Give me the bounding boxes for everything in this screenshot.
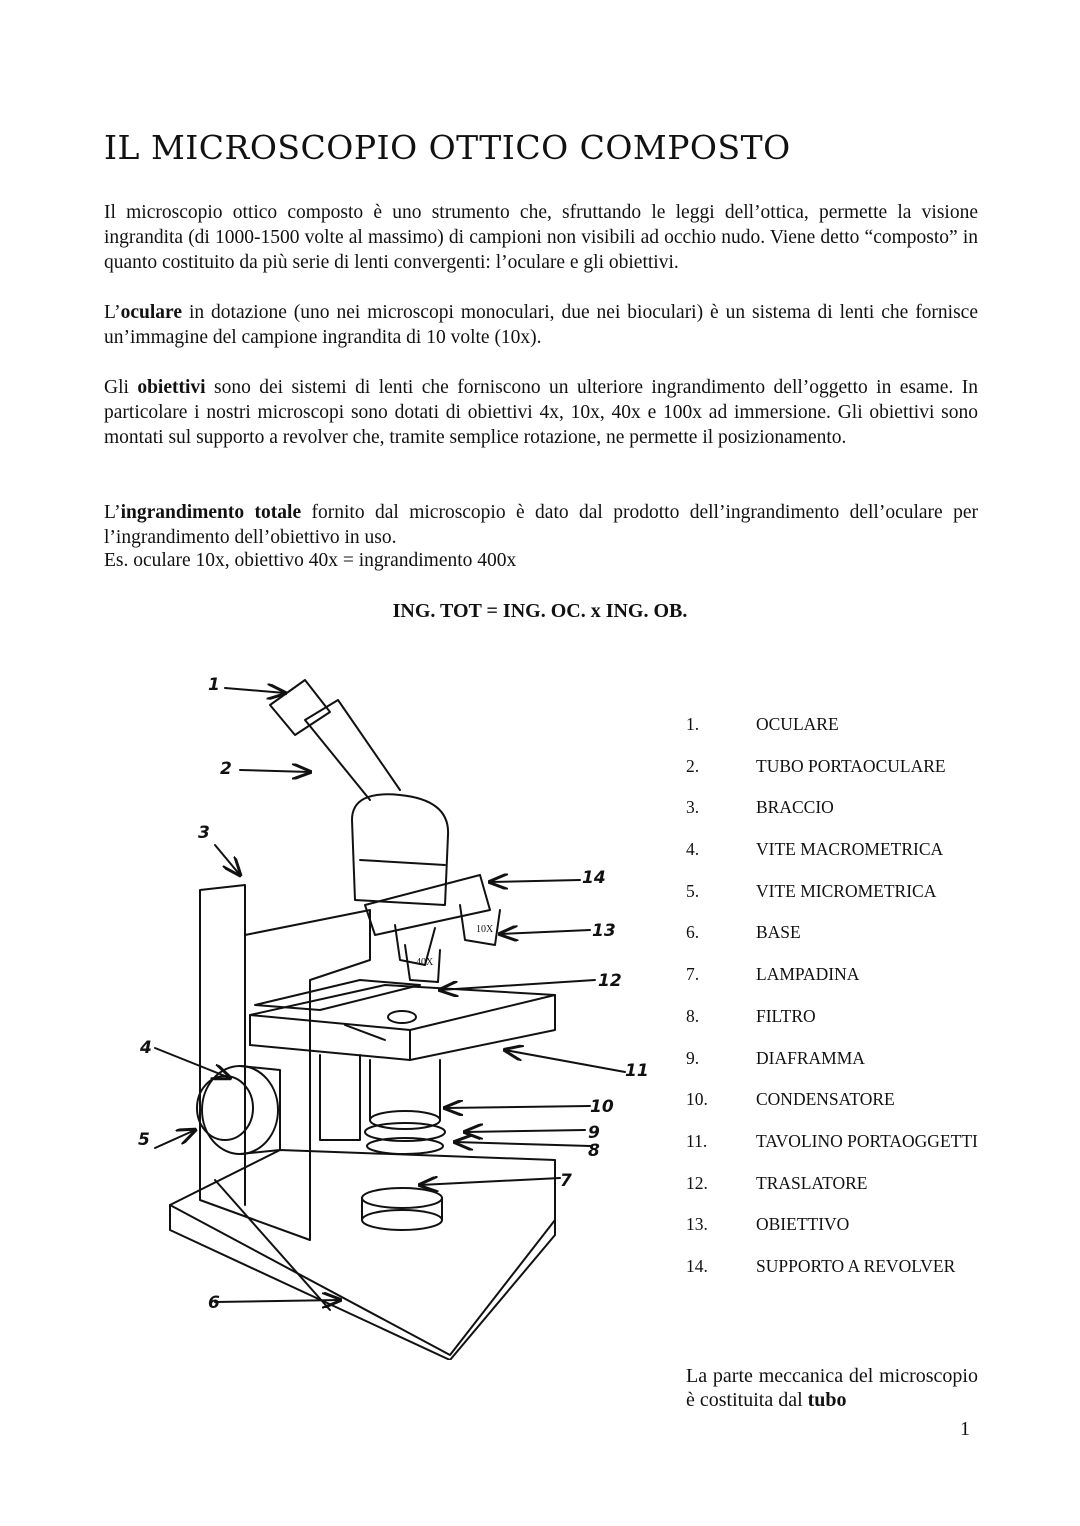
- parts-legend: [686, 714, 986, 1298]
- callout-4: 4: [140, 1038, 152, 1058]
- callout-7: 7: [560, 1171, 572, 1191]
- legend-label: TUBO PORTAOCULARE: [756, 755, 946, 776]
- callout-3: 3: [198, 823, 210, 843]
- legend-item: [686, 1089, 986, 1131]
- head-drawing: [352, 794, 500, 982]
- bold-term: ingrandimento totale: [120, 502, 302, 523]
- legend-item: [686, 1256, 986, 1298]
- legend-label: OCULARE: [756, 714, 839, 734]
- text: L’: [104, 502, 121, 523]
- ocular-paragraph: [104, 300, 978, 350]
- callout-9: 9: [588, 1123, 600, 1143]
- text: in dotazione (uno nei microscopi monoculari, due nei bioculari) è un sistema di lenti che fornisce un’immagine del campione ingrandita di 10 volte (10x).: [104, 302, 978, 348]
- legend-label: VITE MACROMETRICA: [756, 839, 944, 860]
- magnification-paragraph: [104, 500, 978, 550]
- legend-label: BRACCIO: [756, 797, 834, 818]
- legend-item: [686, 881, 986, 923]
- objectives-paragraph: [104, 375, 978, 450]
- legend-number: 4.: [686, 839, 700, 860]
- legend-label: CONDENSATORE: [756, 1089, 895, 1110]
- legend-number: 3.: [686, 797, 700, 818]
- arm-drawing: [200, 885, 370, 1240]
- legend-item: [686, 964, 986, 1006]
- callout-13: 13: [592, 921, 616, 941]
- callout-8: 8: [588, 1141, 600, 1161]
- callout-10: 10: [590, 1097, 614, 1117]
- formula: ING. TOT = ING. OC. x ING. OB.: [392, 600, 688, 622]
- legend-item: [686, 1048, 986, 1090]
- legend-number: 14.: [686, 1255, 708, 1276]
- bold-term: obiettivi: [137, 377, 206, 398]
- eyepiece-drawing: [270, 680, 400, 800]
- callout-2: 2: [220, 759, 232, 779]
- objective-40x-label: 40X: [416, 957, 434, 968]
- legend-item: [686, 714, 986, 756]
- legend-number: 1.: [686, 714, 700, 734]
- legend-number: 13.: [686, 1214, 708, 1235]
- legend-number: 5.: [686, 880, 700, 901]
- legend-number: 12.: [686, 1172, 708, 1193]
- legend-label: VITE MICROMETRICA: [756, 880, 937, 901]
- callout-1: 1: [208, 675, 220, 695]
- page-number: 1: [960, 1418, 970, 1440]
- legend-number: 10.: [686, 1089, 708, 1110]
- legend-item: [686, 1006, 986, 1048]
- legend-label: SUPPORTO A REVOLVER: [756, 1255, 956, 1276]
- callout-5: 5: [138, 1130, 150, 1150]
- legend-number: 6.: [686, 922, 700, 943]
- legend-item: [686, 797, 986, 839]
- objective-10x-label: 10X: [476, 924, 494, 935]
- legend-item: [686, 1173, 986, 1215]
- legend-item: [686, 922, 986, 964]
- bold-term: tubo: [807, 1389, 847, 1411]
- lamp-drawing: [362, 1188, 442, 1230]
- callout-14: 14: [582, 868, 606, 888]
- legend-item: [686, 1131, 986, 1173]
- text: fornito dal microscopio è dato dal prodotto dell’ingrandimento dell’oculare per l’ingrandimento dell’obiettivo in uso.: [104, 502, 979, 548]
- callout-11: 11: [625, 1061, 649, 1081]
- legend-label: TRASLATORE: [756, 1172, 868, 1193]
- text: Gli: [104, 377, 138, 398]
- bold-term: oculare: [120, 302, 183, 323]
- focus-knobs-drawing: [197, 1066, 280, 1154]
- legend-number: 2.: [686, 755, 700, 776]
- legend-label: FILTRO: [756, 1005, 816, 1026]
- callout-6: 6: [208, 1293, 220, 1313]
- legend-label: OBIETTIVO: [756, 1214, 850, 1235]
- legend-number: 9.: [686, 1047, 700, 1068]
- text: La parte meccanica del microscopio è costituita dal: [686, 1365, 978, 1411]
- callout-numbers: [138, 675, 649, 1313]
- condenser-drawing: [365, 1060, 445, 1154]
- legend-label: LAMPADINA: [756, 964, 860, 985]
- microscope-diagram: [120, 660, 660, 1360]
- callout-12: 12: [598, 971, 622, 991]
- legend-item: [686, 1214, 986, 1256]
- legend-item: [686, 756, 986, 798]
- closing-paragraph: [686, 1364, 978, 1412]
- text: sono dei sistemi di lenti che forniscono un ulteriore ingrandimento dell’oggetto in esame. In particolare i nostri microscopi sono dotati di obiettivi 4x, 10x, 40x e 100x ad immersione. Gli obiettivi sono montati sul supporto a revolver che, tramite semplice rotazione, ne permette il posizionamento.: [104, 377, 978, 448]
- callouts: [150, 688, 625, 1355]
- text: L’: [104, 302, 121, 323]
- stage-drawing: [250, 980, 555, 1140]
- legend-label: BASE: [756, 922, 801, 943]
- legend-number: 7.: [686, 964, 700, 985]
- legend-label: TAVOLINO PORTAOGGETTI: [756, 1130, 978, 1151]
- example-line: Es. oculare 10x, obiettivo 40x = ingrandimento 400x: [104, 550, 517, 571]
- legend-item: [686, 839, 986, 881]
- page-title: IL MICROSCOPIO OTTICO COMPOSTO: [104, 128, 791, 167]
- legend-label: DIAFRAMMA: [756, 1047, 865, 1068]
- legend-number: 8.: [686, 1005, 700, 1026]
- legend-number: 11.: [686, 1130, 708, 1151]
- intro-paragraph: Il microscopio ottico composto è uno strumento che, sfruttando le leggi dell’ottica, permette la visione ingrandita (di 1000-1500 volte al massimo) di campioni non visibili ad occhio nudo. Viene detto “composto” in quanto costituito da più serie di lenti convergenti: l’oculare e gli obiettivi.: [104, 202, 978, 273]
